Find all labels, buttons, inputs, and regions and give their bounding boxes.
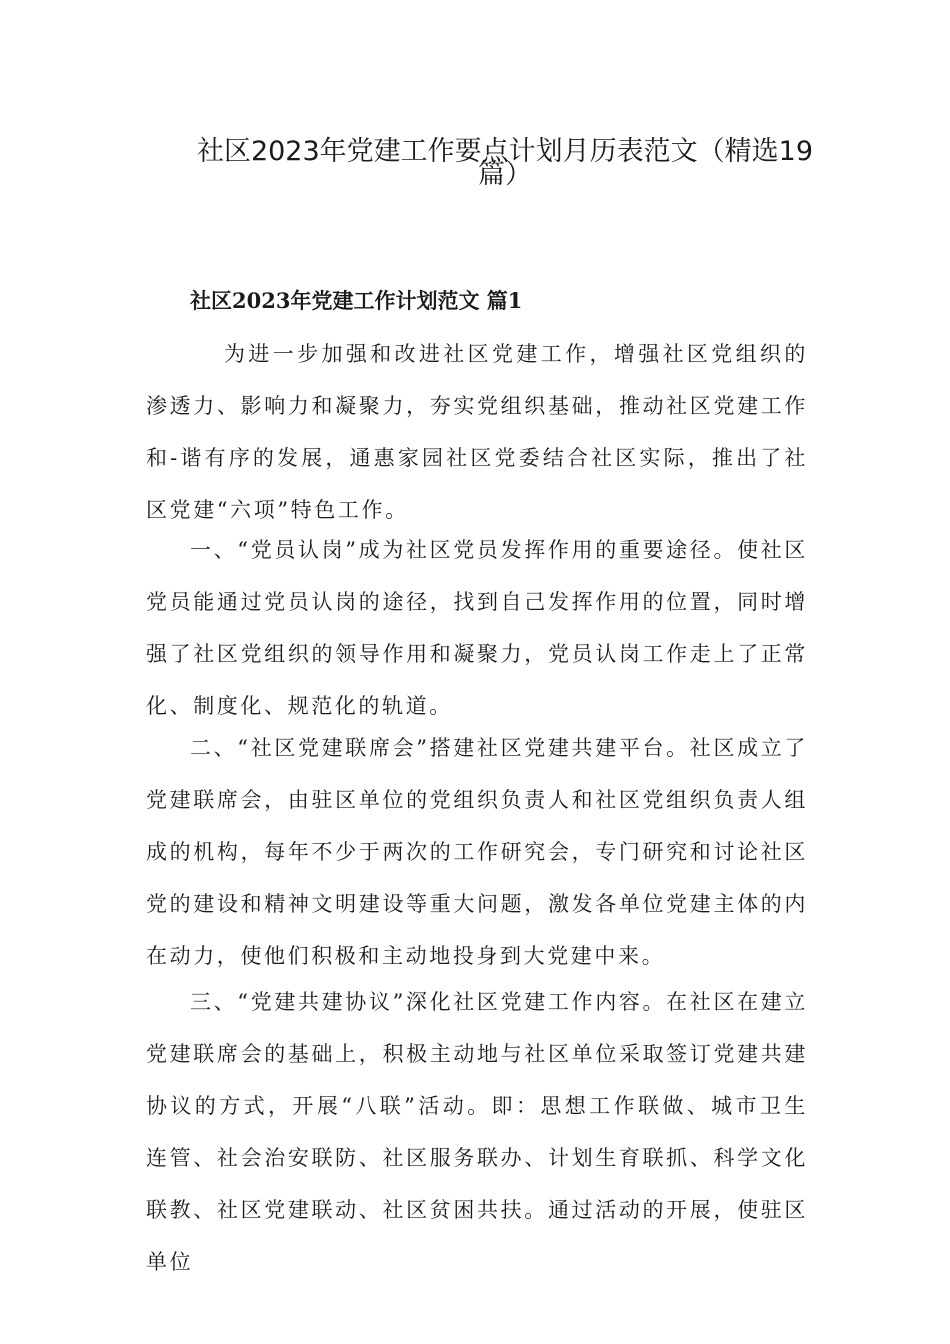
paragraph-item-1: 一、“党员认岗”成为社区党员发挥作用的重要途径。使社区党员能通过党员认岗的途径，找到自己发挥作用的位置，同时增强了社区党组织的领导作用和凝聚力，党员认岗工作走上了正常化、制度化、规范化的轨道。: [146, 538, 808, 718]
document-title-line-1: 社区2023年党建工作要点计划月历表范文（精选19: [196, 136, 814, 167]
section-heading: 社区2023年党建工作计划范文 篇1: [190, 288, 523, 313]
paragraph-item-3: 三、“党建共建协议”深化社区党建工作内容。在社区在建立党建联席会的基础上，积极主动地与社区单位采取签订党建共建协议的方式，开展“八联”活动。即：思想工作联做、城市卫生连管、社会治安联防、社区服务联办、计划生育联抓、科学文化联教、社区党建联动、社区贫困共扶。通过活动的开展，使驻区单位: [146, 990, 808, 1274]
document-title-line-2: 篇）: [478, 159, 532, 190]
paragraph-item-2: 二、“社区党建联席会”搭建社区党建共建平台。社区成立了党建联席会，由驻区单位的党组织负责人和社区党组织负责人组成的机构，每年不少于两次的工作研究会，专门研究和讨论社区党的建设和精神文明建设等重大问题，激发各单位党建主体的内在动力，使他们积极和主动地投身到大党建中来。: [146, 736, 808, 968]
paragraph-intro: 为进一步加强和改进社区党建工作，增强社区党组织的渗透力、影响力和凝聚力，夯实党组织基础，推动社区党建工作和-谐有序的发展，通惠家园社区党委结合社区实际，推出了社区党建“六项”特色工作。: [146, 342, 808, 522]
